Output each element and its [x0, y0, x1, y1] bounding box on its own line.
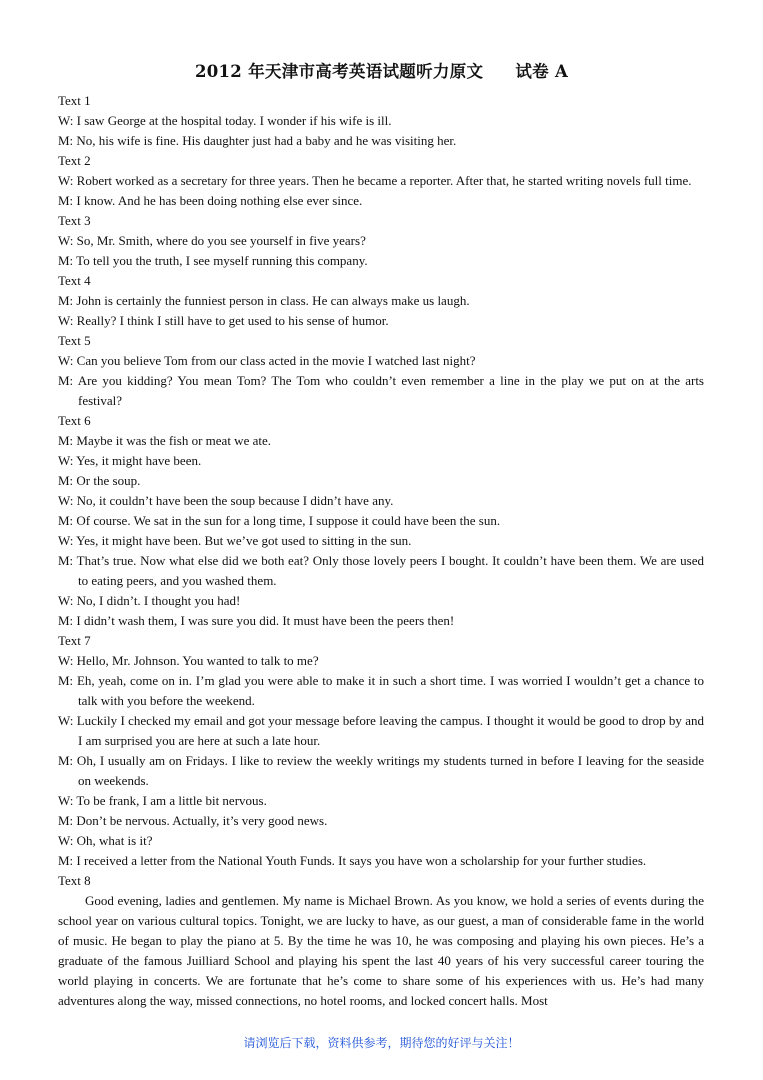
- dialogue-line: W: Robert worked as a secretary for three years. Then he became a reporter. After that, he started writing novels full time.: [58, 173, 692, 188]
- dialogue-line: W: So, Mr. Smith, where do you see yourself in five years?: [58, 233, 366, 248]
- dialogue-line: M: That’s true. Now what else did we both eat? Only those lovely peers I bought. It couldn’t have been them. We are used to eating peers, and you washed them.: [58, 553, 704, 588]
- text-section-label: Text 7: [58, 633, 91, 648]
- dialogue-line: W: Really? I think I still have to get used to his sense of humor.: [58, 313, 389, 328]
- footer-note: 请浏览后下载，资料供参考，期待您的好评与关注！: [243, 1036, 520, 1050]
- dialogue-line: W: Can you believe Tom from our class acted in the movie I watched last night?: [58, 353, 476, 368]
- dialogue-line: M: John is certainly the funniest person in class. He can always make us laugh.: [58, 293, 470, 308]
- dialogue-line: M: Oh, I usually am on Fridays. I like to review the weekly writings my students turned in before I leaving for the seaside on weekends.: [58, 753, 704, 788]
- dialogue-line: M: Eh, yeah, come on in. I’m glad you were able to make it in such a short time. I was worried I wouldn’t get a chance to talk with you before the weekend.: [58, 673, 704, 708]
- text-section-label: Text 8: [58, 873, 91, 888]
- dialogue-line: M: No, his wife is fine. His daughter just had a baby and he was visiting her.: [58, 133, 457, 148]
- text-section-label: Text 5: [58, 333, 91, 348]
- dialogue-line: M: Or the soup.: [58, 473, 141, 488]
- dialogue-line: W: Yes, it might have been.: [58, 453, 202, 468]
- transcript-body: [58, 91, 704, 1011]
- dialogue-line: W: Yes, it might have been. But we’ve got used to sitting in the sun.: [58, 533, 412, 548]
- dialogue-line: M: Of course. We sat in the sun for a long time, I suppose it could have been the sun.: [58, 513, 501, 528]
- dialogue-line: M: I didn’t wash them, I was sure you did. It must have been the peers then!: [58, 613, 455, 628]
- dialogue-line: W: Hello, Mr. Johnson. You wanted to talk to me?: [58, 653, 319, 668]
- dialogue-line: M: Don’t be nervous. Actually, it’s very good news.: [58, 813, 328, 828]
- text-section-label: Text 3: [58, 213, 91, 228]
- dialogue-line: M: I received a letter from the National Youth Funds. It says you have won a scholarship for your further studies.: [58, 853, 647, 868]
- title-main: 2012 年天津市高考英语试题听力原文: [194, 62, 484, 81]
- dialogue-line: M: I know. And he has been doing nothing else ever since.: [58, 193, 363, 208]
- text-section-label: Text 4: [58, 273, 91, 288]
- title-paper-label: 试卷 A: [515, 62, 569, 81]
- text-section-label: Text 2: [58, 153, 91, 168]
- dialogue-line: M: To tell you the truth, I see myself running this company.: [58, 253, 368, 268]
- text-section-label: Text 6: [58, 413, 91, 428]
- dialogue-line: W: I saw George at the hospital today. I wonder if his wife is ill.: [58, 113, 392, 128]
- dialogue-line: M: Maybe it was the fish or meat we ate.: [58, 433, 271, 448]
- page-title: [0, 58, 763, 82]
- dialogue-line: W: To be frank, I am a little bit nervous.: [58, 793, 267, 808]
- dialogue-line: W: Oh, what is it?: [58, 833, 153, 848]
- monologue-paragraph: Good evening, ladies and gentlemen. My name is Michael Brown. As you know, we hold a series of events during the school year on various cultural topics. Tonight, we are lucky to have, as our guest, a man of considerable fame in the world of music. He began to play the piano at 5. By the time he was 10, he was composing and playing his own pieces. He’s a graduate of the famous Juilliard School and playing his spent the last 40 years of his very successful career touring the world playing in concerts. We are fortunate that he’s come to share some of his experiences with us. He’s had many adventures along the way, missed connections, no hotel rooms, and locked concert halls. Most: [58, 893, 704, 1008]
- dialogue-line: M: Are you kidding? You mean Tom? The Tom who couldn’t even remember a line in the play we put on at the arts festival?: [58, 373, 704, 408]
- dialogue-line: W: No, I didn’t. I thought you had!: [58, 593, 241, 608]
- text-section-label: Text 1: [58, 93, 91, 108]
- dialogue-line: W: Luckily I checked my email and got your message before leaving the campus. I thought it would be good to drop by and I am surprised you are here at such a late hour.: [58, 713, 704, 748]
- dialogue-line: W: No, it couldn’t have been the soup because I didn’t have any.: [58, 493, 394, 508]
